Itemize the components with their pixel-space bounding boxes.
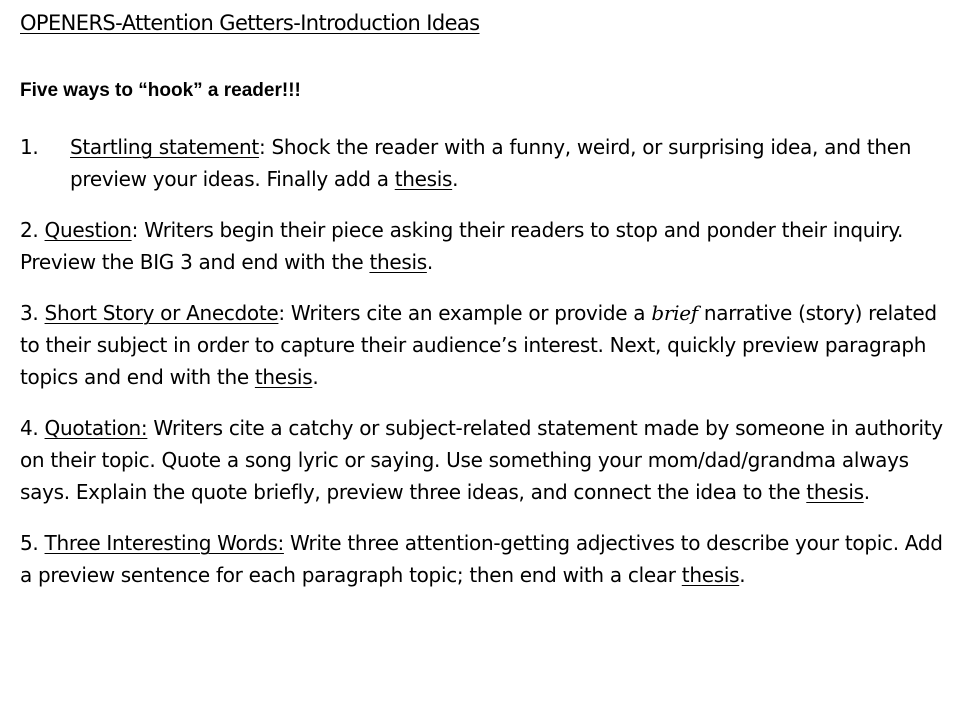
item-end: . [452,167,459,191]
item-end: . [863,480,870,504]
item-text: Write three attention-getting adjectives to describe your topic. Add a preview sentence for each paragraph topic; then end with a clear [20,531,943,587]
item-number: 2. [20,218,45,242]
opener-item-5 [20,527,955,591]
thesis-word: thesis [681,563,740,587]
thesis-word: thesis [394,167,453,191]
item-term: Quotation: [44,416,148,440]
thesis-word: thesis [369,250,427,274]
thesis-word: thesis [806,480,864,504]
subtitle: Five ways to “hook” a reader!!! [20,80,301,101]
item-term: Question [44,218,132,242]
item-separator: : [258,135,266,159]
document-page [20,8,955,591]
page-title: OPENERS-Attention Getters-Introduction Ideas [20,11,480,35]
item-end: . [312,365,319,389]
item-text: Writers cite a catchy or subject-related statement made by someone in authority on their topic. Quote a song lyric or saying. Use something your mom/dad/grandma always says. Explain the quote briefly, preview three ideas, and connect the idea to the [20,416,943,504]
opener-item-1 [20,131,955,195]
item-term: Three Interesting Words: [44,531,284,555]
item-text-before: Writers cite an example or provide a [284,301,652,325]
item-term: Short Story or Anecdote [44,301,279,325]
thesis-word: thesis [254,365,313,389]
opener-item-2 [20,214,955,278]
item-number: 4. [20,416,45,440]
item-text: Shock the reader with a funny, weird, or surprising idea, and then preview your ideas. Finally add a [70,135,912,191]
item-end: . [426,250,433,274]
item-separator: : [278,301,285,325]
emphasis-word: brief [651,301,698,325]
item-text: narrative (story) related to their subject in order to capture their audience’s interest. Next, quickly preview paragraph topics and end with the [20,301,937,389]
item-end: . [739,563,746,587]
item-number: 1. [20,135,39,159]
item-number: 3. [20,301,45,325]
item-separator: : [131,218,139,242]
opener-item-4 [20,412,955,508]
item-number: 5. [20,531,45,555]
opener-item-3 [20,297,955,393]
item-text: Writers begin their piece asking their readers to stop and ponder their inquiry. Preview the BIG 3 and end with the [20,218,904,274]
item-term: Startling statement [70,135,259,159]
